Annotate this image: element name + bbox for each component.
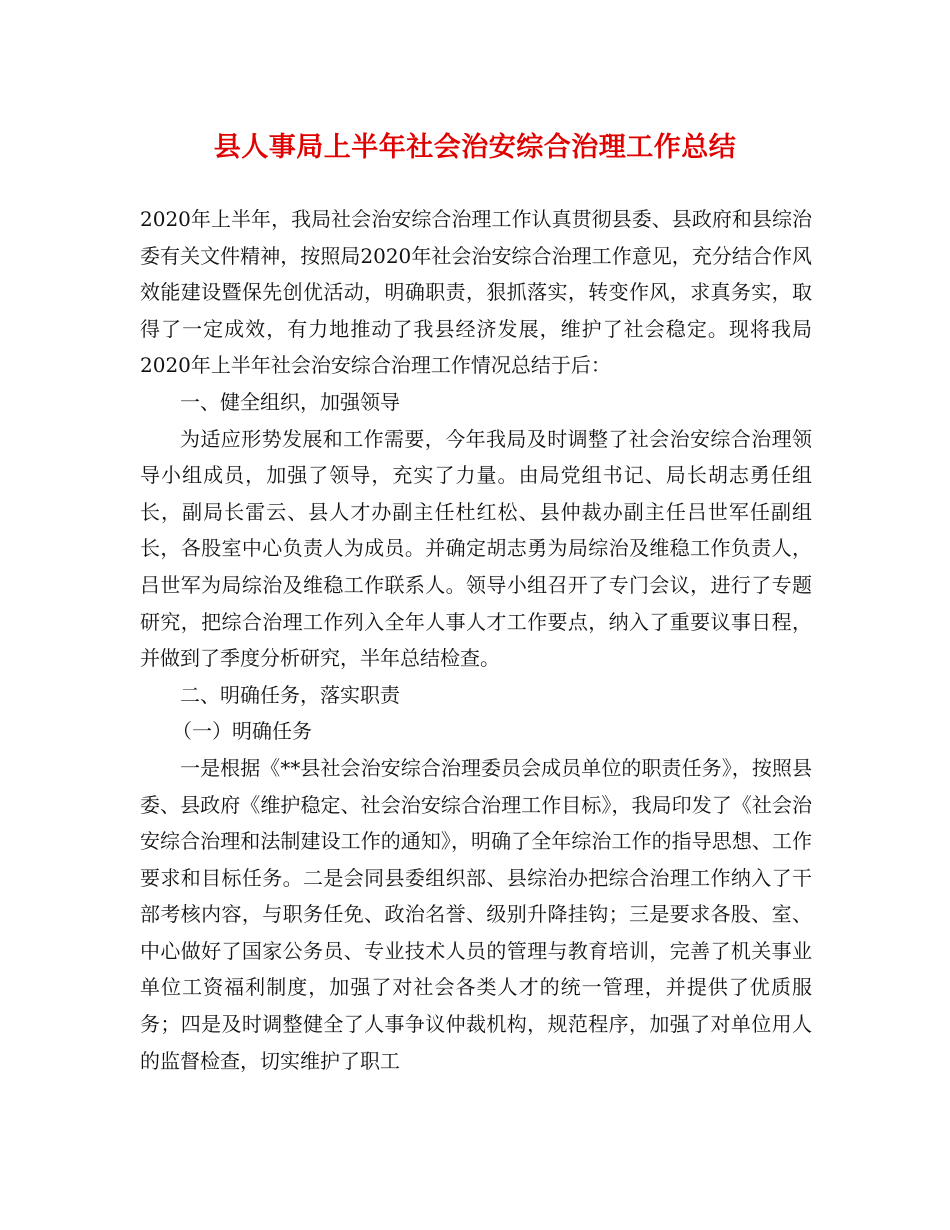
subsection-1-paragraph: 一是根据《**县社会治安综合治理委员会成员单位的职责任务》，按照县委、县政府《维护稳定、社会治安综合治理工作目标》，我局印发了《社会治安综合治理和法制建设工作的通知》，明确了全年综治工作的指导思想、工作要求和目标任务。二是会同县委组织部、县综治办把综合治理工作纳入了干部考核内容，与职务任免、政治名誉、级别升降挂钩；三是要求各股、室、中心做好了国家公务员、专业技术人员的管理与教育培训，完善了机关事业单位工资福利制度，加强了对社会各类人才的统一管理，并提供了优质服务；四是及时调整健全了人事争议仲裁机构，规范程序，加强了对单位用人的监督检查，切实维护了职工: [140, 755, 812, 1073]
document-title: 县人事局上半年社会治安综合治理工作总结: [213, 132, 737, 163]
section-1-paragraph: 为适应形势发展和工作需要，今年我局及时调整了社会治安综合治理领导小组成员，加强了领导，充实了力量。由局党组书记、局长胡志勇任组长，副局长雷云、县人才办副主任杜红松、县仲裁办副主任吕世军任副组长，各股室中心负责人为成员。并确定胡志勇为局综治及维稳工作负责人，吕世军为局综治及维稳工作联系人。领导小组召开了专门会议，进行了专题研究，把综合治理工作列入全年人事人才工作要点，纳入了重要议事日程，并做到了季度分析研究，半年总结检查。: [140, 426, 812, 671]
section-heading-1: 一、健全组织，加强领导: [180, 389, 400, 414]
section-heading-2: 二、明确任务，落实职责: [180, 682, 400, 707]
intro-paragraph: 2020年上半年，我局社会治安综合治理工作认真贯彻县委、县政府和县综治委有关文件精神，按照局2020年社会治安综合治理工作意见，充分结合作风效能建设暨保先创优活动，明确职责，狠抓落实，转变作风，求真务实，取得了一定成效，有力地推动了我县经济发展，维护了社会稳定。现将我局2020年上半年社会治安综合治理工作情况总结于后：: [140, 207, 812, 378]
subsection-heading-1: （一）明确任务: [172, 719, 312, 744]
document-body: [140, 201, 812, 1079]
